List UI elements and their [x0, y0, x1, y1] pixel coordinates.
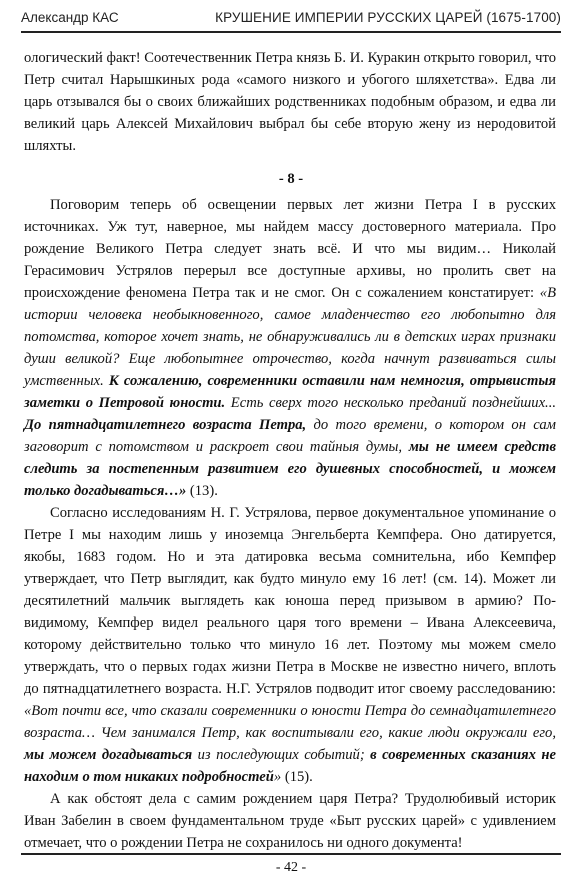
paragraph [24, 502, 556, 788]
quote-bold-italic: мы не имеем средств следить за постепенным развитием его душевных способностей, и можем только догадываться…» [24, 439, 557, 499]
quote-bold-italic: До пятнадцатилетнего возраста Петра, [24, 417, 307, 433]
quote-bold-italic: мы можем догадываться [24, 747, 193, 763]
paragraph: ологический факт! Соотечественник Петра князь Б. И. Куракин открыто говорил, что Петр считал Нарышкиных рода «самого низкого и убогого шляхетства». Едва ли царь отзывался бы о своих ближайших родственниках подобным образом, и едва ли великий царь Алексей Михайлович выбрал бы себе вторую жену из неродовитой шляхты. [24, 50, 556, 154]
citation: (13). [186, 483, 218, 499]
quote-italic: из последующих событий; [192, 747, 371, 763]
paragraph: А как обстоят дела с самим рождением царя Петра? Трудолюбивый историк Иван Забелин в своем фундаментальном труде «Быт русских царей» с удивлением отмечает, что о рождении Петра не сохранилось ни одного документа! [24, 791, 556, 851]
citation: (15). [281, 769, 313, 785]
quote-italic: «Вот почти все, что сказали современники о юности Петра до семнадцатилетнего возраста… Чем занимался Петр, как воспитывали его, какие люди окружали его, [24, 703, 556, 741]
header-rule [21, 31, 561, 33]
quote-italic: до того времени, о котором он сам заговорит с потомством и раскроет свои тайныя думы, [24, 417, 556, 455]
quote-italic: Есть сверх того несколько преданий позднейших... [225, 395, 556, 411]
quote-italic: » [273, 769, 282, 785]
quote-italic: «В истории человека необыкновенного, самое младенчество его любопытно для потомства, которое хочет знать, не обнаруживались ли в детских играх признаки души великой? Еще любопытнее отрочество, когда начнут развиваться силы умственных. [24, 285, 556, 389]
quote-bold-italic: К сожалению, современники оставили нам немногия, отрывистыя заметки о Петровой юности. [24, 373, 556, 411]
text-block-top [24, 47, 556, 157]
header-author: Александр КАС [21, 10, 119, 25]
footer-rule [21, 853, 561, 855]
paragraph-text: Согласно исследованиям Н. Г. Устрялова, первое документальное упоминание о Петре I мы находим лишь у иноземца Энгельберта Кемпфера. Оно датируется, якобы, 1683 годом. Но и эта датировка весьма сомнительна, ибо Кемпфер утверждает, что Петр выглядит, как будто минуло ему 16 лет! (см. 14). Может ли десятилетний мальчик выглядеть как юноша перед призывом в армию? По-видимому, Кемпфер видел реального царя того времени – Ивана Алексеевича, которому действительно только что минуло 16 лет. Поэтому мы можем смело утверждать, что о первых годах жизни Петра в Москве не известно ничего, вплоть до пятнадцатилетнего возраста. Н.Г. Устрялов подводит итог своему расследованию: [24, 505, 556, 697]
text-block-main [24, 194, 556, 854]
paragraph [24, 194, 556, 502]
paragraph-text: Поговорим теперь об освещении первых лет жизни Петра I в русских источниках. Уж тут, наверное, мы найдем массу достоверного материала. Про рождение Великого Петра следует знать всё. И что мы видим… Николай Герасимович Устрялов перерыл все доступные архивы, но пролить свет на происхождение феномена Петра так и не смог. Он с сожалением констатирует: [24, 197, 556, 301]
page-number: - 42 - [275, 860, 307, 875]
running-header [21, 8, 561, 30]
quote-bold-italic: в современных сказаниях не находим о том никаких подробностей [24, 747, 556, 785]
header-book-title: КРУШЕНИЕ ИМПЕРИИ РУССКИХ ЦАРЕЙ (1675-1700) [215, 10, 561, 25]
section-number: - 8 - [278, 171, 304, 187]
